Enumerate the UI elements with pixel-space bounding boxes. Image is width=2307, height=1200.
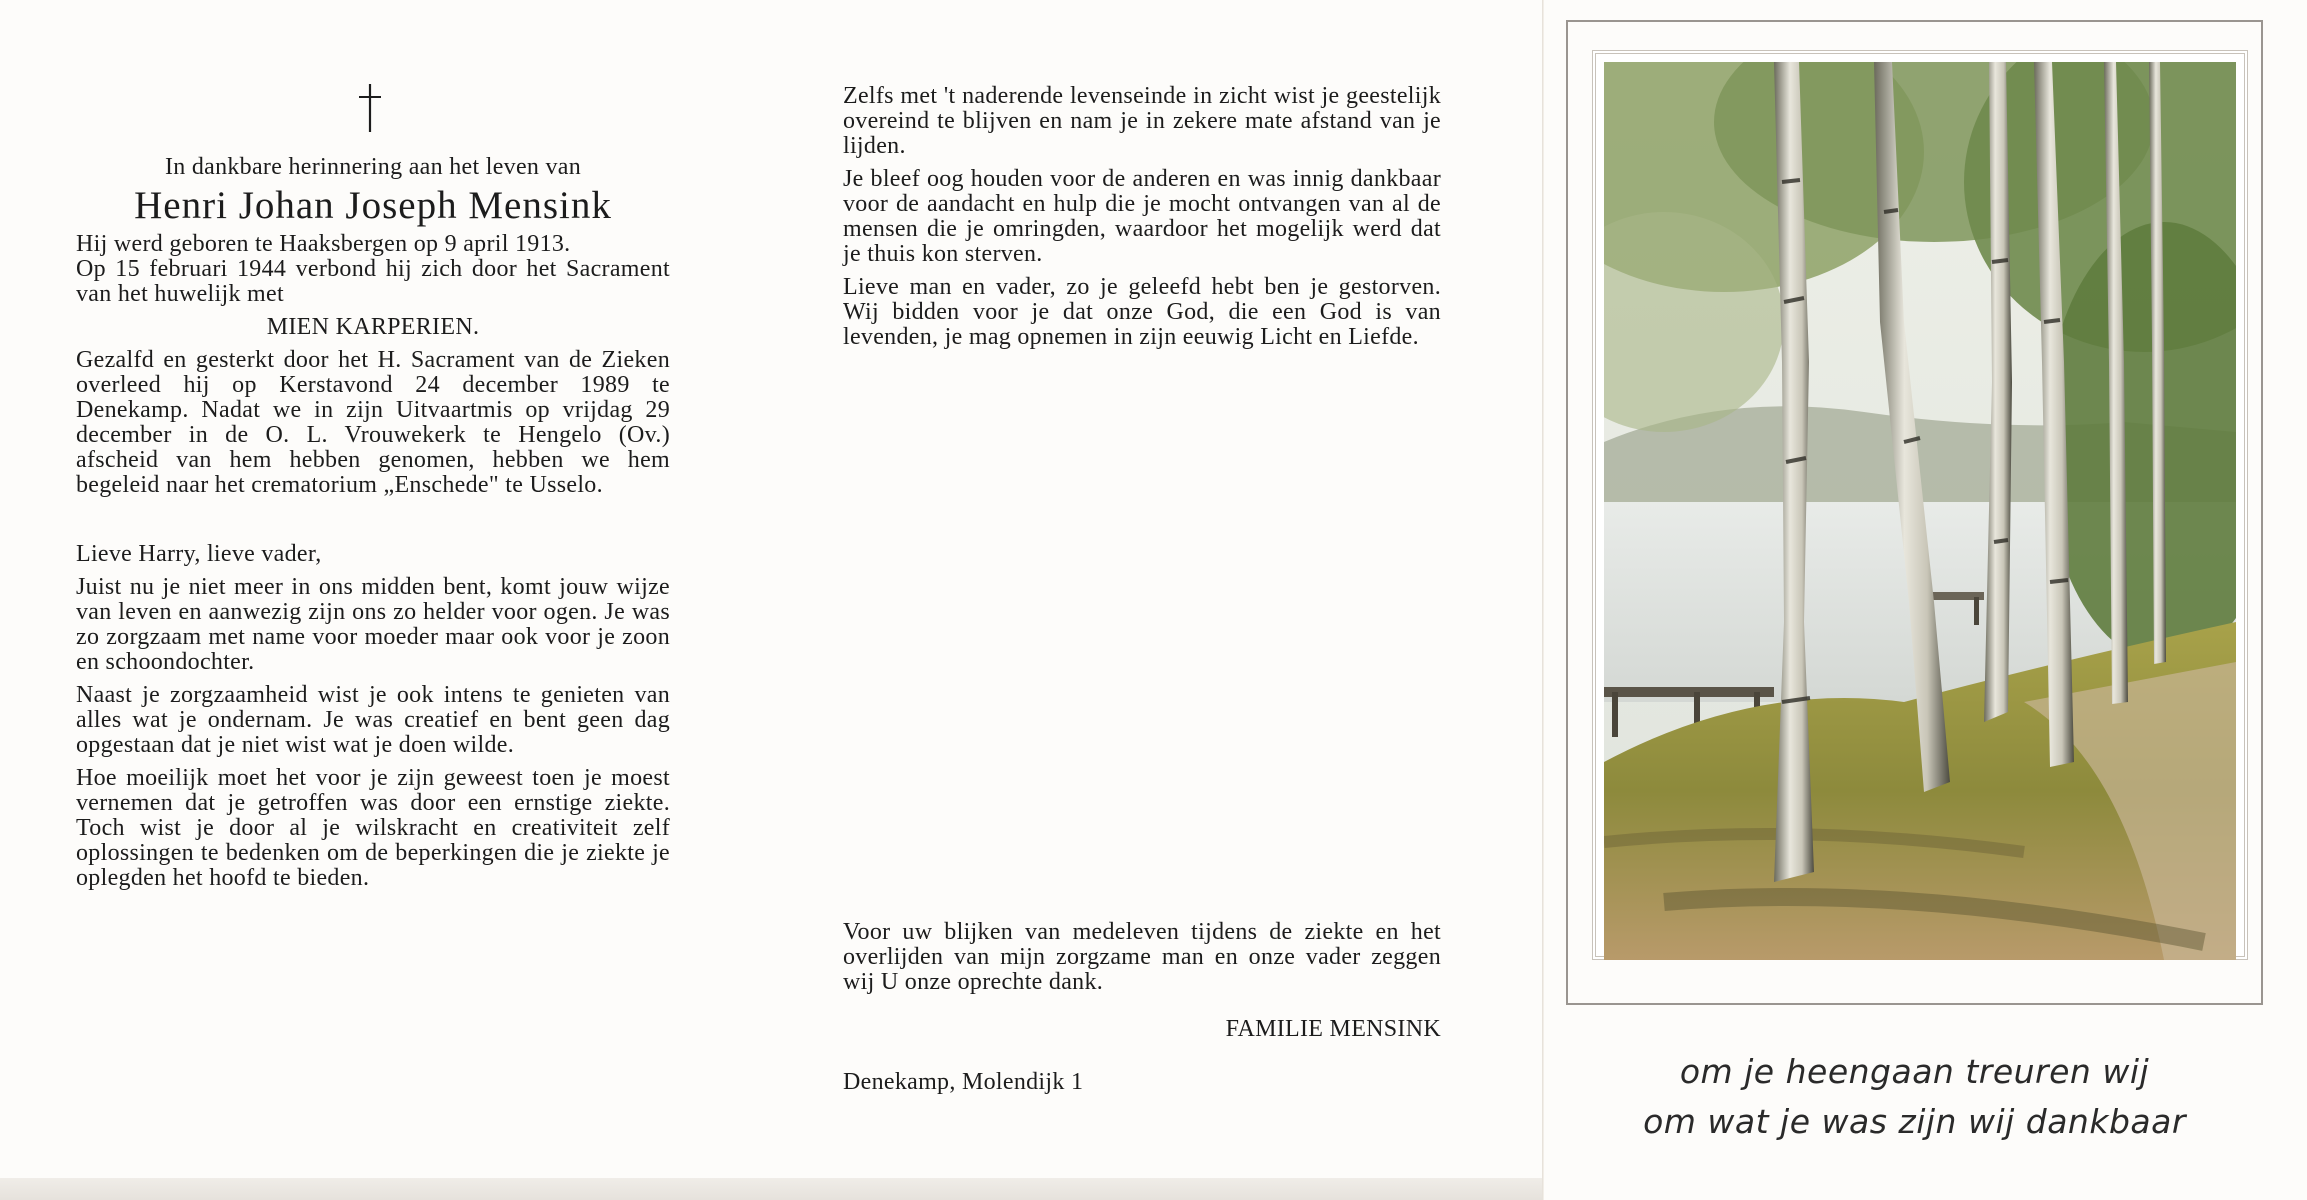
left-column [76, 155, 670, 891]
deceased-name: Henri Johan Joseph Mensink [134, 184, 612, 227]
marriage-line: Op 15 februari 1944 verbond hij zich door het Sacrament van het huwelijk met [76, 256, 670, 307]
letter-paragraph: Juist nu je niet meer in ons midden bent, komt jouw wijze van leven en aanwezig zijn ons zo helder voor ogen. Je was zo zorgzaam met name voor moeder maar ook voor je zoon en schoondochter. [76, 574, 670, 675]
letter-paragraph: Je bleef oog houden voor de anderen en was innig dankbaar voor de aandacht en hulp die je mocht ontvangen van al de mensen die je omringden, waardoor het mogelijk werd dat je thuis kon sterven. [843, 166, 1441, 267]
thanks-text: Voor uw blijken van medeleven tijdens de ziekte en het overlijden van mijn zorgzame man en onze vader zeggen wij U onze oprechte dank. [843, 919, 1441, 995]
intro-line: In dankbare herinnering aan het leven van [164, 154, 582, 180]
cross-icon [355, 82, 385, 134]
memorial-verse [1566, 1047, 2263, 1147]
letter-paragraph: Zelfs met 't naderende levenseinde in zicht wist je geestelijk overeind te blijven en nam je in zekere mate afstand van je lijden. [843, 83, 1441, 159]
death-paragraph: Gezalfd en gesterkt door het H. Sacrament van de Zieken overleed hij op Kerstavond 24 december 1989 te Denekamp. Nadat we in zijn Uitvaartmis op vrijdag 29 december in de O. L. Vrouwekerk te Hengelo (Ov.) afscheid van hem hebben genomen, hebben we hem begeleid naar het crematorium „Enschede" te Usselo. [76, 347, 670, 498]
spouse-name: MIEN KARPERIEN. [266, 314, 480, 340]
birth-line: Hij werd geboren te Haaksbergen op 9 april 1913. [76, 231, 571, 257]
middle-column [843, 84, 1441, 350]
letter-paragraph: Lieve man en vader, zo je geleefd hebt ben je gestorven. Wij bidden voor je dat onze God, die een God is van levenden, je mag opnemen in zijn eeuwig Licht en Liefde. [843, 274, 1441, 350]
letter-paragraph: Hoe moeilijk moet het voor je zijn geweest toen je moest vernemen dat je getroffen was door een ernstige ziekte. Toch wist je door al je wilskracht en creativiteit zelf oplossingen te bedenken om de beperkingen die je ziekte je oplegden het hoofd te bieden. [76, 765, 670, 891]
address: Denekamp, Molendijk 1 [843, 1069, 1084, 1095]
thanks-block [843, 920, 1441, 1095]
family-signature: FAMILIE MENSINK [1225, 1016, 1441, 1042]
card-fold [1542, 0, 1544, 1200]
verse-line: om je heengaan treuren wij [1679, 1052, 2150, 1091]
birch-trees-by-lake-image [1604, 62, 2236, 960]
scan-edge [0, 1178, 1542, 1200]
verse-line: om wat je was zijn wij dankbaar [1643, 1102, 2186, 1141]
letter-paragraph: Naast je zorgzaamheid wist je ook intens te genieten van alles wat je ondernam. Je was creatief en bent geen dag opgestaan dat je niet wist wat je doen wilde. [76, 682, 670, 758]
salutation: Lieve Harry, lieve vader, [76, 541, 322, 567]
